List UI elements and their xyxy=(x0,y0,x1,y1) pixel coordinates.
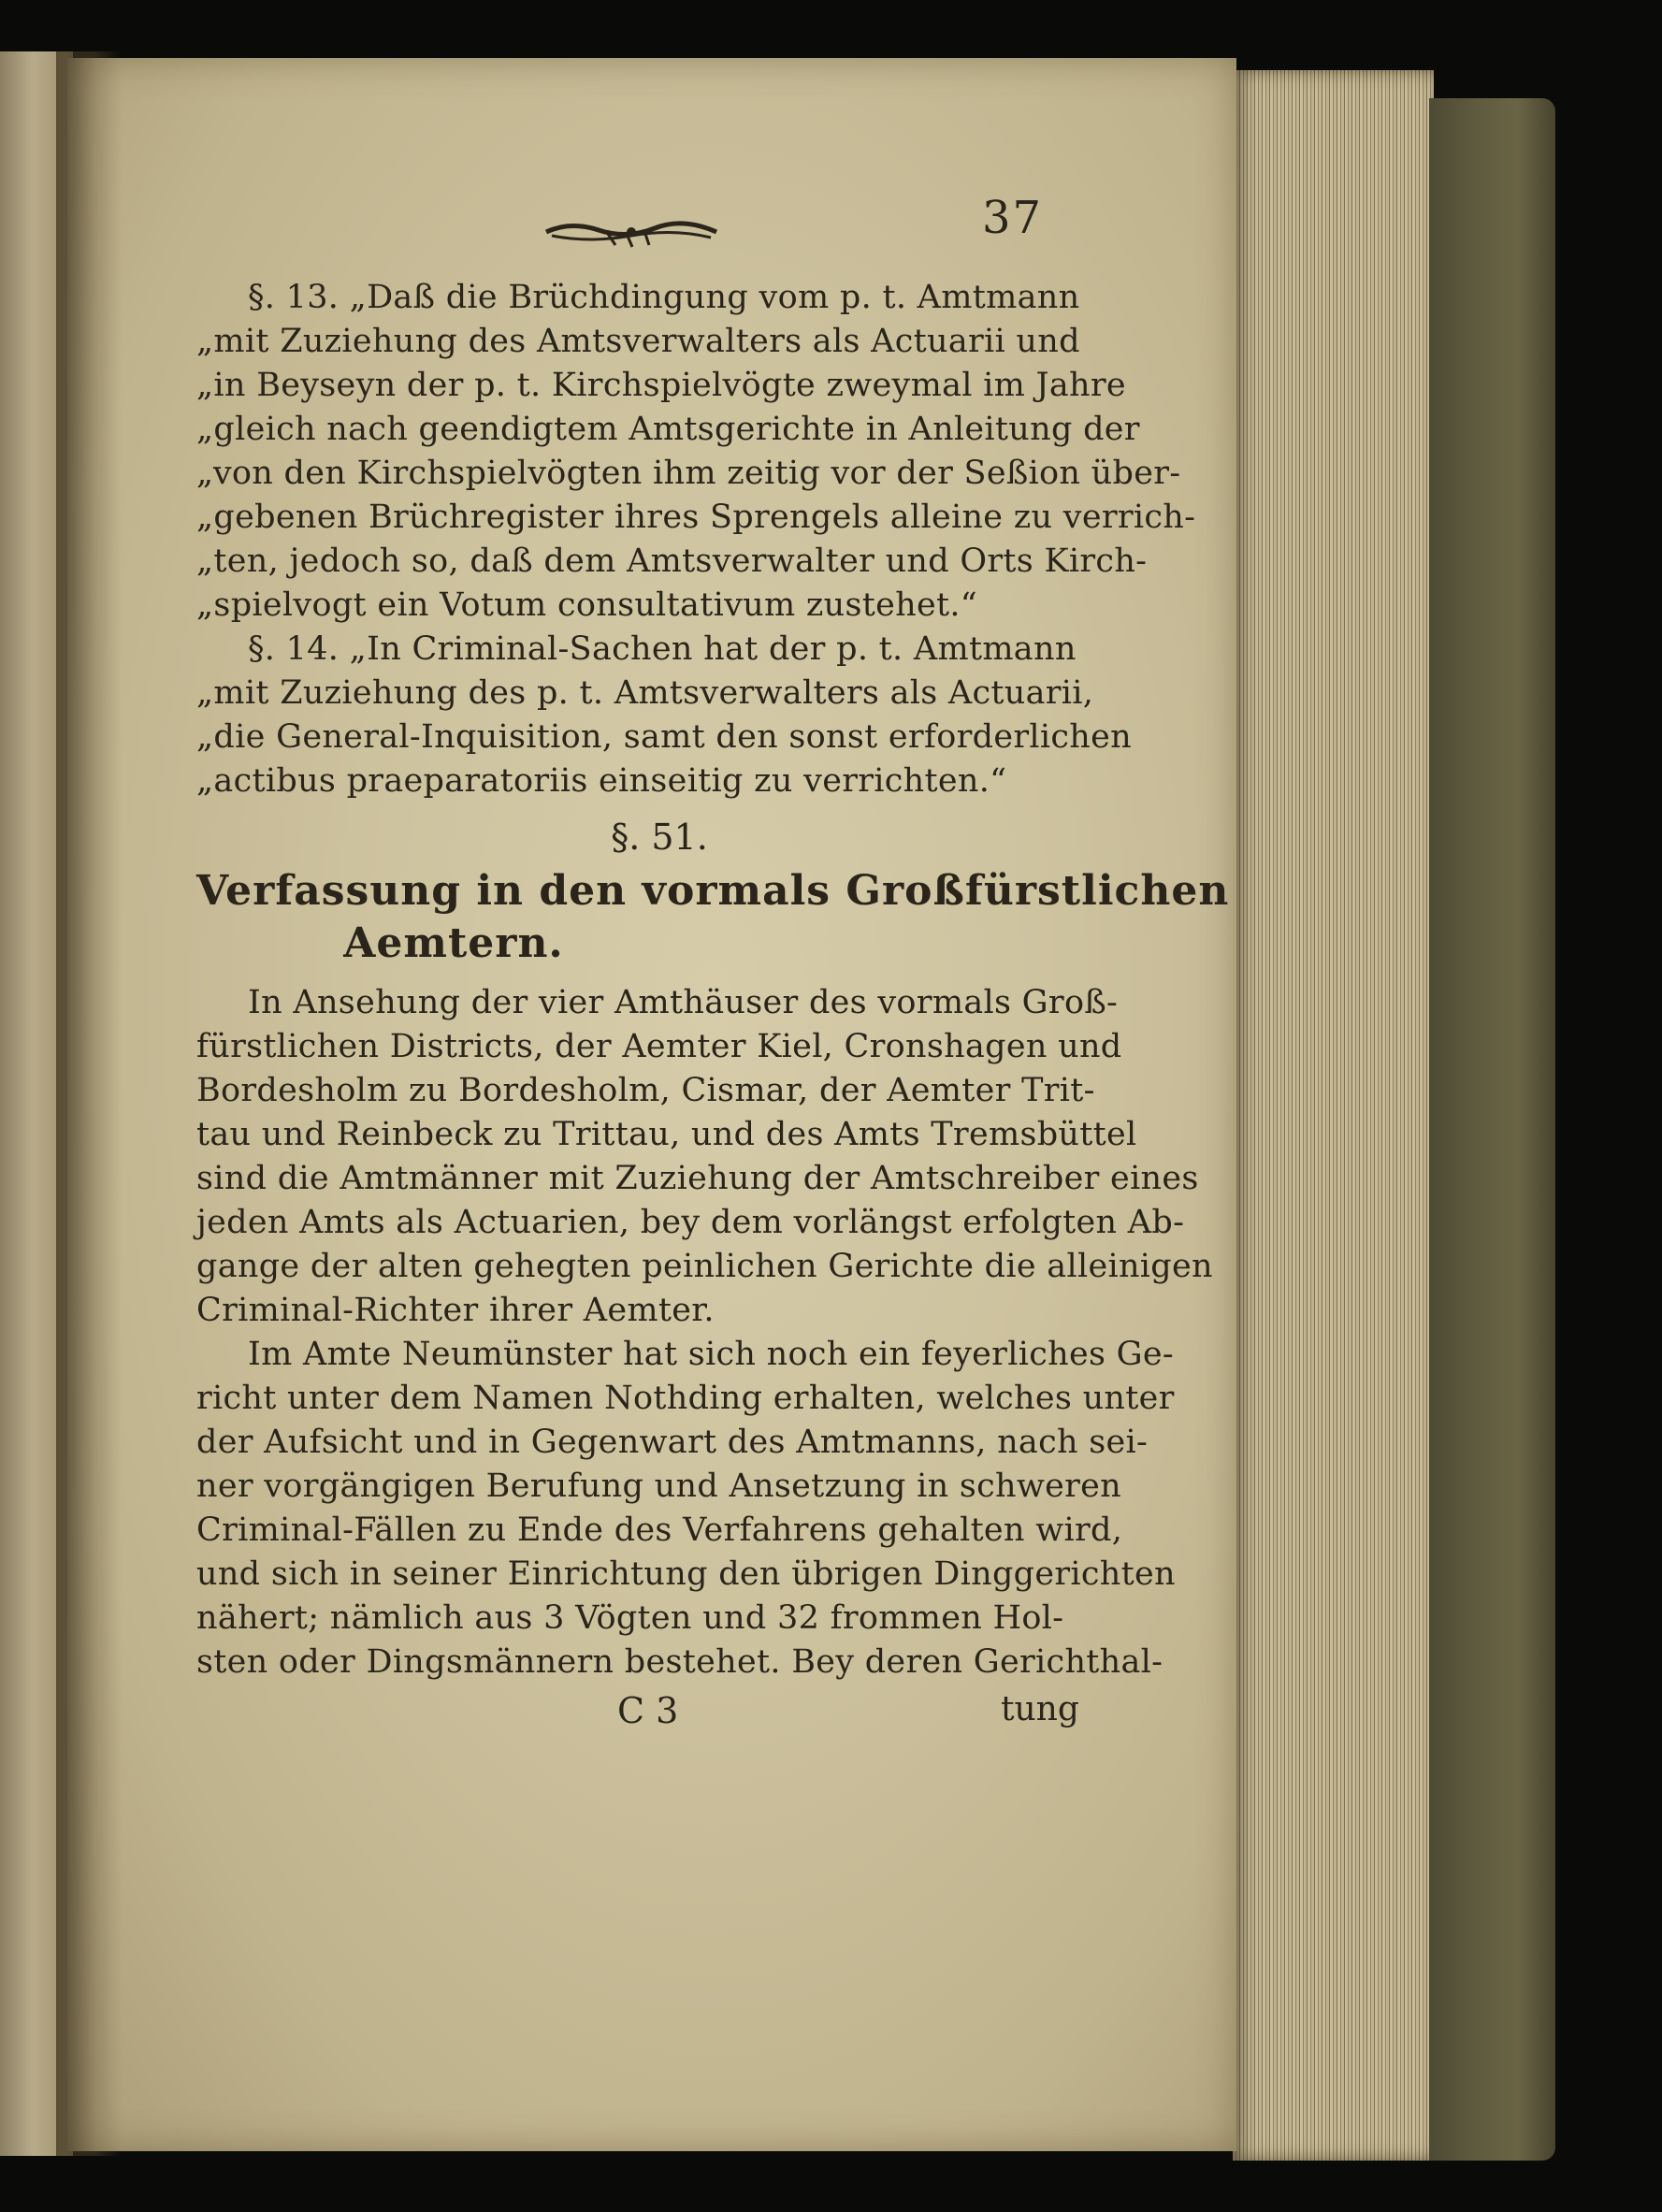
text-line: „ten, jedoch so, daß dem Amtsverwalter und Orts Kirch- xyxy=(196,542,1148,580)
page-gutter xyxy=(56,51,122,2156)
text-line: sten oder Dingsmännern bestehet. Bey deren Gerichthal- xyxy=(196,1643,1163,1681)
page-footer xyxy=(196,1690,1079,1746)
text-line: „actibus praeparatoriis einseitig zu verrichten.“ xyxy=(196,762,1007,800)
paragraph xyxy=(196,1333,1176,1684)
text-line: „mit Zuziehung des Amtsverwalters als Actuarii und xyxy=(196,323,1080,360)
text-line: „die General-Inquisition, samt den sonst erforderlichen xyxy=(196,718,1132,756)
text-line: „gebenen Brüchregister ihres Sprengels alleine zu verrich- xyxy=(196,499,1196,536)
text-line: fürstlichen Districts, der Aemter Kiel, Cronshagen und xyxy=(196,1028,1122,1065)
text-line: gange der alten gehegten peinlichen Gerichte die alleinigen xyxy=(196,1248,1213,1285)
text-line: „spielvogt ein Votum consultativum zustehet.“ xyxy=(196,586,977,624)
text-line: „gleich nach geendigtem Amtsgerichte in Anleitung der xyxy=(196,411,1140,448)
text-line: Criminal-Fällen zu Ende des Verfahrens gehalten wird, xyxy=(196,1511,1123,1549)
text-line: Criminal-Richter ihrer Aemter. xyxy=(196,1292,715,1329)
text-line: Im Amte Neumünster hat sich noch ein feyerliches Ge- xyxy=(248,1336,1175,1373)
text-line: richt unter dem Namen Nothding erhalten, welches unter xyxy=(196,1380,1175,1417)
text-line: tau und Reinbeck zu Trittau, und des Amts Tremsbüttel xyxy=(196,1116,1137,1153)
catchword: tung xyxy=(1001,1690,1079,1728)
page-number: 37 xyxy=(982,192,1044,244)
text-line: §. 13. „Daß die Brüchdingung vom p. t. Amtmann xyxy=(248,279,1080,316)
text-line: und sich in seiner Einrichtung den übrigen Dinggerichten xyxy=(196,1555,1176,1593)
page-text xyxy=(196,192,1230,1746)
section-heading-continued: Aemtern. xyxy=(343,919,564,967)
paragraph xyxy=(196,981,1213,1333)
text-line: sind die Amtmänner mit Zuziehung der Amtschreiber eines xyxy=(196,1160,1199,1197)
text-line: „in Beyseyn der p. t. Kirchspielvögte zweymal im Jahre xyxy=(196,367,1126,404)
text-line: der Aufsicht und in Gegenwart des Amtmanns, nach sei- xyxy=(196,1424,1149,1461)
section-number: §. 51. xyxy=(611,817,708,858)
text-line: „mit Zuziehung des p. t. Amtsverwalters als Actuarii, xyxy=(196,674,1094,712)
text-line: „von den Kirchspielvögten ihm zeitig vor der Seßion über- xyxy=(196,455,1181,492)
page-header xyxy=(196,192,1057,276)
text-line: In Ansehung der vier Amthäuser des vormals Groß- xyxy=(248,984,1119,1021)
signature-mark: C 3 xyxy=(617,1690,679,1731)
book-fore-edge xyxy=(1233,70,1434,2161)
text-line: §. 14. „In Criminal-Sachen hat der p. t. Amtmann xyxy=(248,630,1077,668)
ornament-rule-icon xyxy=(542,215,720,249)
text-line: ner vorgängigen Berufung und Ansetzung in schweren xyxy=(196,1467,1122,1505)
text-line: jeden Amts als Actuarien, bey dem vorlängst erfolgten Ab- xyxy=(196,1204,1185,1241)
text-line: Bordesholm zu Bordesholm, Cismar, der Aemter Trit- xyxy=(196,1072,1095,1109)
book-cover xyxy=(1429,98,1555,2161)
text-line: nähert; nämlich aus 3 Vögten und 32 frommen Hol- xyxy=(196,1599,1064,1637)
section-heading: Verfassung in den vormals Großfürstlichen xyxy=(196,867,1230,915)
quoted-paragraphs xyxy=(196,276,1196,803)
